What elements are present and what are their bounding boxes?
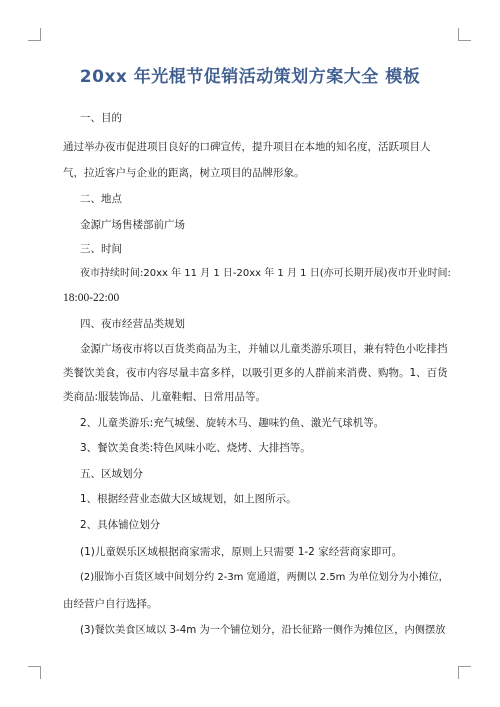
crop-mark-bottom-left (28, 666, 41, 679)
paragraph-line: 类商品:服装饰品、儿童鞋帽、日常用品等。 (63, 391, 267, 403)
paragraph-line: 通过举办夜市促进项目良好的口碑宣传，提升项目在本地的知名度，活跃项目人 (63, 141, 431, 153)
heading-location: 二、地点 (80, 193, 122, 205)
paragraph-line: 气，拉近客户与企业的距离，树立项目的品牌形象。 (63, 167, 305, 179)
paragraph-line: 3、餐饮美食类:特色风味小吃、烧烤、大排挡等。 (80, 442, 311, 454)
paragraph-line: 类餐饮美食，夜市内容尽量丰富多样，以吸引更多的人群前来消费、购物。1、百货 (63, 367, 448, 379)
paragraph-line: 由经营户自行选择。 (63, 598, 158, 610)
crop-mark-top-left (28, 28, 41, 41)
paragraph-line: 2、儿童类游乐:充气城堡、旋转木马、趣味钓鱼、激光气球机等。 (80, 417, 385, 429)
crop-mark-top-right (458, 28, 471, 41)
crop-mark-bottom-right (458, 666, 471, 679)
paragraph-line: 夜市持续时间:20xx 年 11 月 1 日-20xx 年 1 月 1 日(亦可长期开展)夜市开业时间: (80, 268, 451, 279)
paragraph-line: 18:00-22:00 (63, 292, 120, 304)
paragraph-line: 1、根据经营业态做大区域规划，如上图所示。 (80, 493, 297, 505)
paragraph-line: (1)儿童娱乐区域根据商家需求，原则上只需要 1-2 家经营商家即可。 (80, 546, 403, 558)
paragraph-line: (3)餐饮美食区域以 3-4m 为一个铺位划分，沿长征路一侧作为摊位区，内侧摆放 (80, 624, 446, 636)
paragraph-line: 金源广场夜市将以百货类商品为主，并辅以儿童类游乐项目，兼有特色小吃排挡 (80, 343, 448, 355)
page-title: 20xx 年光棍节促销活动策划方案大全 模板 (79, 67, 421, 87)
paragraph-line: 金源广场售楼部前广场 (80, 219, 185, 231)
heading-zoning: 五、区域划分 (80, 468, 143, 480)
heading-time: 三、时间 (80, 243, 122, 255)
paragraph-line: (2)服饰小百货区域中间划分约 2-3m 宽通道，两侧以 2.5m 为单位划分为小摊位， (80, 572, 449, 583)
heading-categories: 四、夜市经营品类规划 (80, 318, 185, 330)
heading-purpose: 一、目的 (80, 112, 122, 124)
paragraph-line: 2、具体铺位划分 (80, 519, 161, 531)
